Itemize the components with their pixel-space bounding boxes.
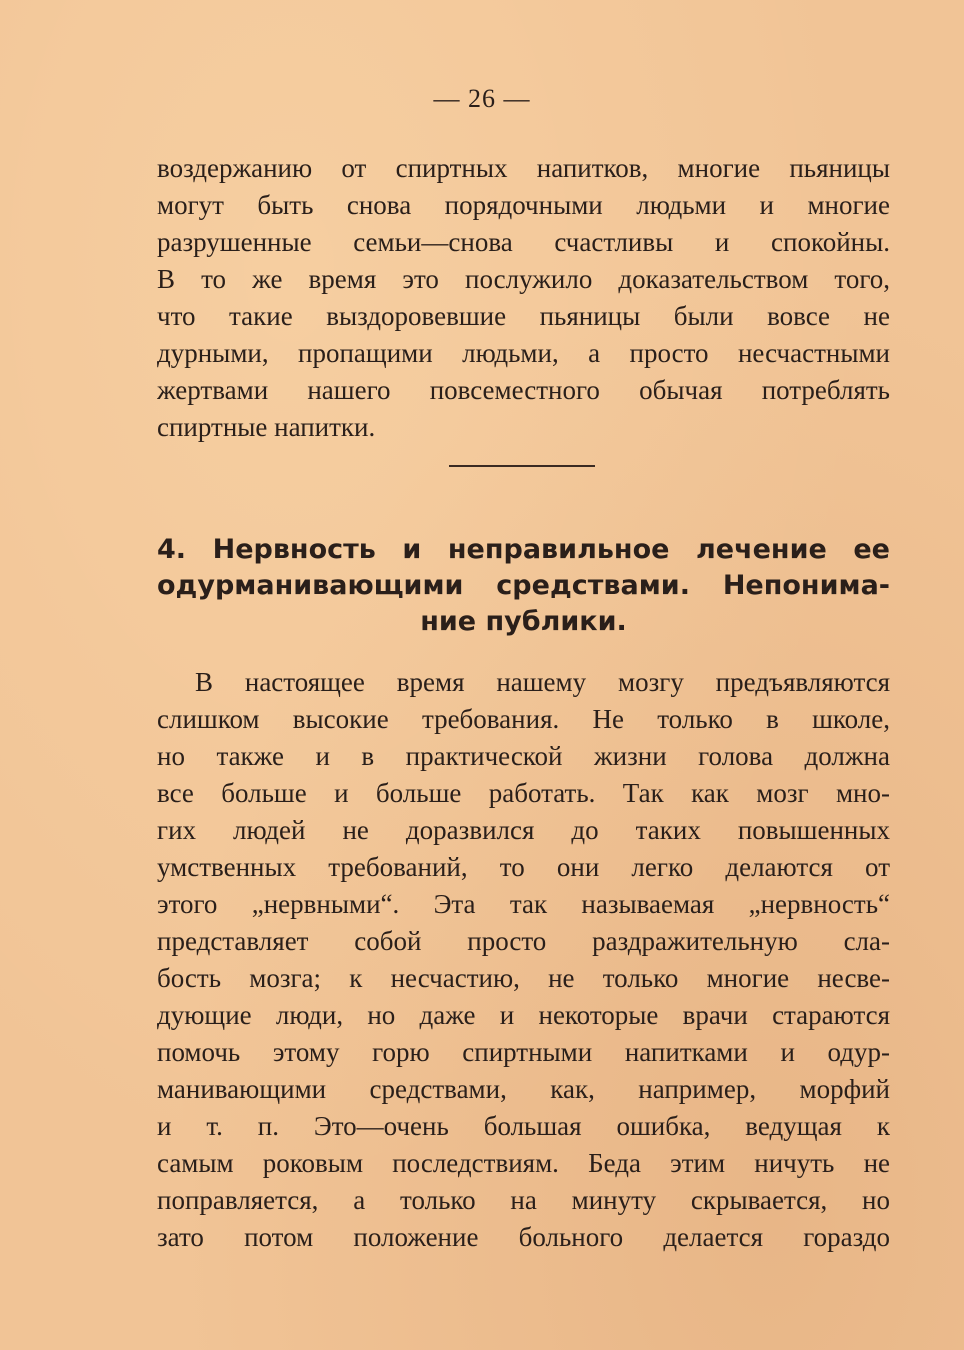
section-divider	[449, 465, 595, 467]
text-line: В то же время это послужило доказательством того,	[157, 264, 890, 294]
text-line: что такие выздоровевшие пьяницы были вовсе не	[157, 301, 890, 331]
text-line: могут быть снова порядочными людьми и многие	[157, 190, 890, 220]
text-line: представляет собой просто раздражительную сла-	[157, 926, 890, 956]
heading-line: одурманивающими средствами. Непонима-	[157, 570, 890, 601]
text-line: В настоящее время нашему мозгу предъявляются	[195, 667, 890, 697]
text-line: помочь этому горю спиртными напитками и одур-	[157, 1037, 890, 1067]
text-line: гих людей не доразвился до таких повышенных	[157, 815, 890, 845]
paragraph-1	[157, 150, 890, 446]
text-line: но также и в практической жизни голова должна	[157, 741, 890, 771]
paragraph-2	[157, 664, 890, 1256]
text-line: и т. п. Это—очень большая ошибка, ведущая к	[157, 1111, 890, 1141]
text-line: разрушенные семьи—снова счастливы и спокойны.	[157, 227, 890, 257]
heading-line: ние публики.	[420, 606, 627, 637]
text-line: бость мозга; к несчастию, не только многие несве-	[157, 963, 890, 993]
text-line: умственных требований, то они легко делаются от	[157, 852, 890, 882]
text-line: поправляется, а только на минуту скрывается, но	[157, 1185, 890, 1215]
text-line: зато потом положение больного делается гораздо	[157, 1222, 890, 1252]
text-line: жертвами нашего повсеместного обычая потреблять	[157, 375, 890, 405]
text-line: этого „нервными“. Эта так называемая „нервность“	[157, 889, 890, 919]
text-line: слишком высокие требования. Не только в школе,	[157, 704, 890, 734]
text-line: дурными, пропащими людьми, а просто несчастными	[157, 338, 890, 368]
section-heading	[157, 532, 890, 640]
text-line: самым роковым последствиям. Беда этим ничуть не	[157, 1148, 890, 1178]
text-line: воздержанию от спиртных напитков, многие пьяницы	[157, 153, 890, 183]
page-number: — 26 —	[433, 84, 531, 113]
heading-line: 4. Нервность и неправильное лечение ее	[157, 534, 890, 565]
text-line: спиртные напитки.	[157, 412, 376, 442]
text-line: дующие люди, но даже и некоторые врачи стараются	[157, 1000, 890, 1030]
text-line: все больше и больше работать. Так как мозг мно-	[157, 778, 890, 808]
text-line: манивающими средствами, как, например, морфий	[157, 1074, 890, 1104]
